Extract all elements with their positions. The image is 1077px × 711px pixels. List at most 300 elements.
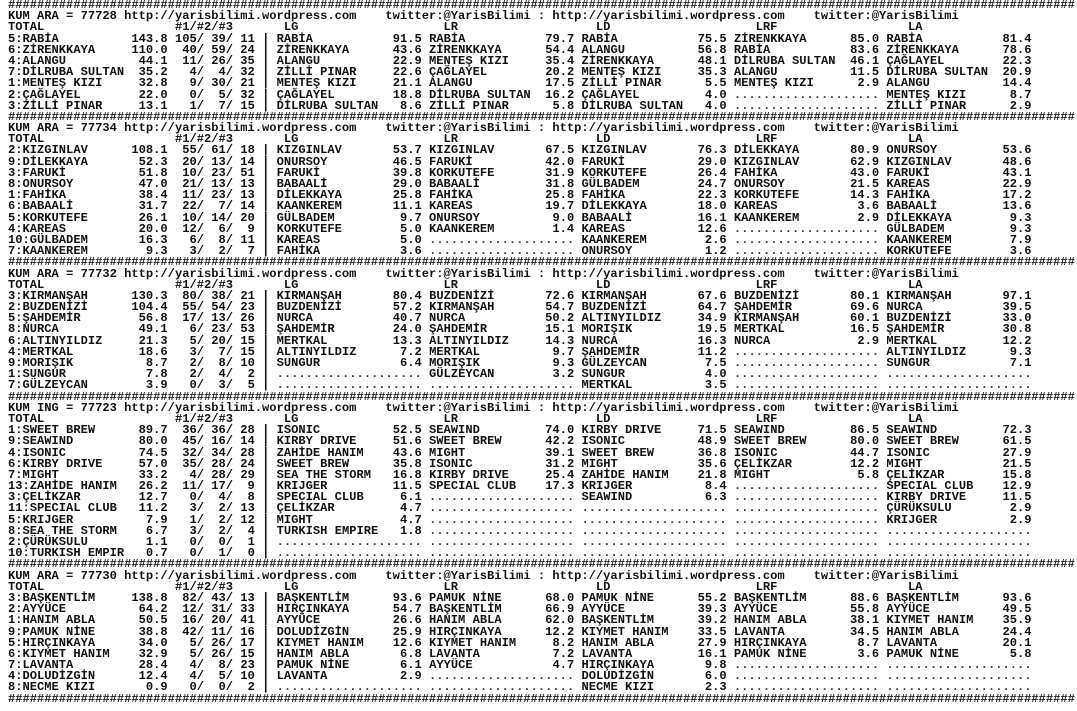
- ld-name: FAHİKA: [581, 188, 626, 203]
- lr-name: KAREAS: [429, 199, 473, 214]
- lg-empty: ....................: [276, 535, 422, 549]
- total-score: 16.3: [138, 232, 168, 247]
- ld-name: MENTEŞ KIZI: [581, 65, 662, 80]
- lr-score: 9.0: [552, 210, 575, 225]
- win-count: 35: [182, 456, 197, 471]
- lrf-score: 86.5: [850, 423, 880, 438]
- la-name: MERTKAL: [886, 333, 938, 348]
- la-score: 81.4: [1002, 31, 1032, 46]
- ld-score: 24.7: [697, 177, 727, 191]
- slash: /: [225, 188, 234, 203]
- slash: /: [196, 65, 204, 80]
- lrf-score: 3.6: [857, 646, 880, 661]
- win-count: 23: [240, 658, 255, 673]
- win-count: 15: [240, 98, 255, 113]
- la-name: ŞAHDEMİR: [886, 322, 945, 337]
- la-score: 12.9: [1002, 479, 1032, 494]
- slash: /: [196, 199, 204, 214]
- la-empty: ....................: [886, 535, 1032, 549]
- horse-name: 8:NURCA: [8, 322, 59, 337]
- win-count: 33: [240, 602, 255, 617]
- win-count: 9: [247, 221, 255, 236]
- lg-score: 22.6: [392, 65, 422, 80]
- column-divider: |: [262, 98, 270, 113]
- lg-name: PAMUK NİNE: [276, 658, 350, 673]
- lr-name: BUZDENİZİ: [429, 288, 495, 303]
- la-name: ÇELİKZAR: [886, 467, 945, 482]
- la-name: ALTINYILDIZ: [886, 344, 967, 359]
- ld-score: 48.9: [697, 434, 727, 449]
- lrf-name: ALANGU: [733, 65, 778, 80]
- win-count: 12: [182, 602, 197, 617]
- slash: /: [196, 512, 205, 527]
- lrf-score: 85.0: [850, 31, 880, 46]
- header-lrf: LRF: [755, 132, 778, 147]
- win-count: 9: [247, 479, 255, 494]
- win-count: 18: [240, 143, 255, 158]
- slash: /: [225, 221, 234, 236]
- ld-name: BABAALİ: [581, 210, 633, 225]
- slash: /: [196, 76, 204, 91]
- slash: /: [196, 602, 204, 617]
- slash: /: [196, 288, 204, 303]
- lrf-empty: ....................: [733, 546, 880, 561]
- lr-empty: ....................: [429, 523, 575, 538]
- horse-name: 3:BAŞKENTLİM: [8, 590, 96, 605]
- lrf-score: 12.2: [850, 456, 880, 471]
- hash-divider: ###################################################################################################################################################: [8, 109, 1075, 124]
- lrf-score: 46.1: [850, 53, 880, 68]
- hash-divider: ###################################################################################################################################################: [8, 255, 1075, 270]
- win-count: 4: [218, 65, 226, 80]
- header-lrf: LRF: [755, 20, 778, 35]
- la-score: 5.8: [1009, 646, 1032, 661]
- lr-score: 5.8: [552, 98, 575, 113]
- win-count: 8: [218, 356, 226, 370]
- total-score: 80.0: [138, 434, 168, 449]
- slash: /: [225, 602, 234, 617]
- lg-score: 6.4: [400, 356, 422, 370]
- slash: /: [225, 535, 234, 549]
- lg-name: SUNGUR: [276, 356, 321, 370]
- slash: /: [225, 65, 234, 80]
- column-divider: |: [262, 322, 270, 337]
- lr-score: 4.7: [552, 658, 575, 673]
- lrf-name: MERTKAL: [733, 322, 785, 337]
- slash: /: [225, 512, 234, 527]
- win-count: 3: [189, 344, 197, 359]
- ld-score: 1.2: [704, 244, 727, 259]
- win-count: 11: [182, 53, 197, 68]
- slash: /: [196, 490, 204, 505]
- ld-name: HIRÇINKAYA: [581, 658, 655, 673]
- lr-score: 12.2: [545, 624, 575, 639]
- la-score: 8.7: [1009, 87, 1032, 102]
- lg-score: 80.4: [392, 288, 422, 303]
- horse-name: 4:KAREAS: [8, 221, 67, 236]
- twitter-handle: twitter:@YarisBilimi: [385, 266, 531, 281]
- ld-name: AYYÜCE: [581, 602, 626, 617]
- slash: /: [225, 590, 234, 605]
- lr-score: 25.4: [545, 467, 575, 482]
- slash: /: [196, 535, 205, 549]
- column-divider: |: [262, 467, 270, 482]
- ld-score: 75.5: [697, 31, 727, 46]
- lrf-empty: ....................: [733, 344, 880, 359]
- ld-name: KIZGINLAV: [581, 143, 647, 158]
- ld-name: DİLEKKAYA: [581, 199, 647, 214]
- total-score: 138.8: [131, 590, 168, 605]
- site-url: http://yarisbilimi.wordpress.com: [124, 121, 357, 136]
- win-count: 15: [240, 333, 255, 348]
- slash: /: [225, 434, 234, 449]
- win-count: 20: [211, 613, 226, 628]
- slash: /: [225, 87, 234, 102]
- horse-name: 4:ISONIC: [8, 445, 67, 460]
- la-name: SUNGUR: [886, 356, 930, 370]
- column-divider: |: [262, 199, 270, 214]
- slash: /: [196, 456, 204, 471]
- la-name: ALANGU: [886, 76, 930, 91]
- lr-name: ZİRENKKAYA: [429, 42, 502, 57]
- slash: /: [196, 546, 204, 561]
- lg-name: KRIJGER: [276, 479, 328, 494]
- lrf-score: 34.5: [850, 624, 880, 639]
- total-score: 13.1: [138, 98, 168, 113]
- win-count: 2: [218, 244, 226, 259]
- slash: /: [225, 490, 234, 505]
- header-total: TOTAL: [8, 20, 45, 35]
- lrf-empty: ....................: [733, 501, 880, 516]
- lr-score: 74.0: [545, 423, 575, 438]
- win-count: 0: [247, 546, 255, 561]
- column-divider: |: [262, 378, 270, 393]
- horse-name: 1:SWEET BREW: [8, 423, 96, 438]
- la-name: KIRMANŞAH: [886, 288, 952, 303]
- column-divider: |: [262, 53, 270, 68]
- column-divider: |: [262, 42, 270, 57]
- site-url: http://yarisbilimi.wordpress.com: [552, 400, 785, 415]
- lg-name: DİLEKKAYA: [276, 188, 342, 203]
- lrf-score: 80.1: [850, 288, 880, 303]
- ld-name: ALTINYILDIZ: [581, 311, 662, 326]
- win-count: 2: [247, 367, 255, 382]
- lg-name: ALANGU: [276, 53, 321, 68]
- header-la: LA: [908, 20, 923, 35]
- slash: /: [225, 165, 234, 180]
- win-count: 26: [240, 311, 255, 326]
- horse-name: 6:KIRBY DRIVE: [8, 456, 103, 471]
- slash: /: [196, 378, 205, 393]
- header-wins: #1/#2/#3: [174, 132, 233, 147]
- win-count: 17: [182, 311, 197, 326]
- lrf-empty: ....................: [733, 479, 880, 494]
- la-empty: ....................: [886, 669, 1032, 684]
- site-url: http://yarisbilimi.wordpress.com: [124, 400, 357, 415]
- la-name: DİLRUBA SULTAN: [886, 65, 988, 80]
- lrf-empty: ....................: [733, 669, 880, 684]
- hash-divider: ###################################################################################################################################################: [8, 389, 1075, 404]
- total-score: 32.8: [138, 76, 168, 91]
- slash: /: [196, 210, 204, 225]
- lrf-name: RABİA: [733, 42, 771, 57]
- slash: /: [225, 680, 234, 695]
- win-count: 12: [182, 221, 197, 236]
- win-count: 45: [182, 434, 197, 449]
- win-count: 5: [189, 635, 197, 650]
- column-divider: |: [262, 680, 270, 695]
- lrf-empty: ....................: [733, 367, 880, 382]
- lg-score: 43.6: [392, 42, 422, 57]
- lg-score: 1.8: [400, 523, 422, 538]
- lg-name: ISONIC: [276, 423, 321, 438]
- total-score: 1.1: [145, 535, 168, 549]
- la-score: 2.9: [1009, 98, 1032, 113]
- slash: /: [225, 154, 234, 169]
- slash: /: [196, 613, 204, 628]
- la-score: 11.5: [1002, 490, 1032, 505]
- slash: /: [196, 646, 204, 661]
- la-name: RABİA: [886, 31, 923, 46]
- slash: /: [225, 624, 234, 639]
- win-count: 28: [211, 467, 226, 482]
- horse-name: 6:KIYMET HANIM: [8, 646, 110, 661]
- slash: /: [225, 76, 234, 91]
- lr-score: 25.8: [545, 188, 575, 203]
- lr-score: 50.2: [545, 311, 575, 326]
- lr-name: SWEET BREW: [429, 434, 502, 449]
- horse-name: 1:HANIM ABLA: [8, 613, 96, 628]
- win-count: 4: [218, 367, 226, 382]
- win-count: 59: [211, 42, 226, 57]
- ld-score: 16.1: [697, 646, 727, 661]
- twitter-handle: twitter:@YarisBilimi: [813, 266, 959, 281]
- lr-score: 14.3: [545, 333, 575, 348]
- win-count: 31: [211, 602, 226, 617]
- column-divider: |: [262, 344, 270, 359]
- slash: /: [196, 244, 205, 259]
- slash: /: [225, 423, 234, 438]
- horse-name: 4:DOLUDİZGİN: [8, 669, 96, 684]
- ld-name: MIGHT: [581, 456, 618, 471]
- la-score: 14.4: [1002, 76, 1032, 91]
- win-count: 38: [211, 288, 226, 303]
- horse-name: 5:ŞAHDEMİR: [8, 311, 81, 326]
- total-score: 34.0: [138, 635, 168, 650]
- la-name: KAANKEREM: [886, 232, 952, 247]
- horse-name: 1:SUNGUR: [8, 367, 67, 382]
- win-count: 6: [189, 232, 197, 247]
- win-count: 14: [240, 199, 255, 214]
- lrf-empty: ....................: [733, 244, 880, 259]
- header-lg: LG: [283, 579, 299, 594]
- column-divider: |: [262, 546, 270, 561]
- column-divider: |: [262, 490, 270, 505]
- la-name: MENTEŞ KIZI: [886, 87, 967, 102]
- horse-name: 7:DİLRUBA SULTAN: [8, 65, 125, 80]
- lrf-empty: ....................: [733, 535, 880, 549]
- la-name: PAMUK NİNE: [886, 646, 959, 661]
- lrf-score: 5.8: [857, 467, 880, 482]
- lrf-score: 2.9: [857, 76, 880, 91]
- la-name: ISONIC: [886, 445, 930, 460]
- ld-name: KRIJGER: [581, 479, 633, 494]
- lr-empty: ....................: [429, 680, 575, 695]
- total-score: 3.9: [145, 378, 168, 393]
- lr-score: 31.8: [545, 177, 575, 191]
- header-lg: LG: [283, 411, 299, 426]
- slash: /: [196, 31, 205, 46]
- ld-name: ŞAHDEMİR: [581, 344, 640, 359]
- slash: /: [225, 635, 234, 650]
- lr-name: ALTINYILDIZ: [429, 333, 509, 348]
- win-count: 23: [211, 165, 226, 180]
- win-count: 3: [189, 523, 197, 538]
- slash: /: [196, 311, 204, 326]
- lr-score: 17.5: [545, 76, 575, 91]
- ld-name: ZAHİDE HANIM: [581, 467, 669, 482]
- lrf-name: MIGHT: [733, 467, 771, 482]
- twitter-handle: twitter:@YarisBilimi: [385, 9, 531, 24]
- ld-score: 27.9: [697, 635, 727, 650]
- win-count: 10: [182, 210, 197, 225]
- lr-name: MORIŞIK: [429, 356, 480, 370]
- win-count: 2: [218, 501, 226, 516]
- lrf-score: 80.0: [850, 434, 880, 449]
- lrf-name: KAANKEREM: [733, 210, 800, 225]
- ld-score: 34.9: [697, 311, 727, 326]
- ld-score: 8.4: [704, 479, 727, 494]
- win-count: 21: [240, 288, 255, 303]
- slash: /: [225, 143, 234, 158]
- lg-score: 7.2: [400, 344, 422, 359]
- total-score: 9.3: [145, 244, 168, 259]
- lr-score: 8.2: [552, 635, 575, 650]
- ld-name: SWEET BREW: [581, 445, 655, 460]
- la-score: 20.1: [1002, 635, 1032, 650]
- la-score: 27.9: [1002, 445, 1032, 460]
- win-count: 35: [240, 53, 255, 68]
- win-count: 21: [240, 76, 255, 91]
- lg-score: 26.6: [392, 613, 422, 628]
- win-count: 26: [211, 635, 226, 650]
- horse-name: 10:TURKISH EMPIR: [8, 546, 125, 561]
- header-lr: LR: [443, 277, 458, 292]
- total-score: 56.8: [138, 311, 168, 326]
- la-name: AYYÜCE: [886, 602, 930, 617]
- site-url: http://yarisbilimi.wordpress.com: [124, 568, 357, 583]
- la-score: 17.2: [1002, 188, 1032, 203]
- win-count: 7: [247, 244, 255, 259]
- win-count: 11: [182, 188, 197, 203]
- ld-name: DİLRUBA SULTAN: [581, 98, 684, 113]
- slash: /: [196, 367, 204, 382]
- column-divider: |: [262, 367, 270, 382]
- win-count: 26: [211, 53, 226, 68]
- lg-name: KIRMANŞAH: [276, 288, 342, 303]
- lr-name: KIZGINLAV: [429, 143, 495, 158]
- ld-score: 7.5: [704, 356, 727, 370]
- header-ld: LD: [595, 20, 611, 35]
- win-count: 0: [189, 87, 197, 102]
- column-divider: |: [262, 300, 270, 315]
- win-count: 4: [189, 669, 197, 684]
- ld-empty: ....................: [581, 535, 727, 549]
- race-code: KUM ARA = 77732: [8, 266, 117, 281]
- lg-empty: ....................: [276, 378, 422, 393]
- lg-name: MIGHT: [276, 512, 313, 527]
- lg-score: 5.0: [400, 232, 422, 247]
- lrf-score: 69.6: [850, 300, 880, 315]
- la-score: 35.9: [1002, 613, 1032, 628]
- total-score: 52.3: [138, 154, 168, 169]
- win-count: 0: [189, 680, 197, 695]
- horse-name: 11:SPECIAL CLUB: [8, 501, 117, 516]
- race-code: KUM ING = 77723: [8, 400, 117, 415]
- total-score: 11.2: [138, 501, 168, 516]
- win-count: 13: [240, 501, 255, 516]
- header-ld: LD: [595, 277, 611, 292]
- column-divider: |: [262, 590, 270, 605]
- lg-name: GÜLBADEM: [276, 210, 335, 225]
- lg-score: 22.9: [392, 53, 422, 68]
- total-score: 74.5: [138, 445, 168, 460]
- win-count: 2: [189, 356, 197, 370]
- horse-name: 3:ZİLLİ PINAR: [8, 98, 103, 113]
- lrf-empty: ....................: [733, 221, 880, 236]
- column-divider: |: [262, 143, 270, 158]
- lr-name: HANIM ABLA: [429, 613, 502, 628]
- horse-name: 4:MERTKAL: [8, 344, 74, 359]
- win-count: 0: [189, 546, 197, 561]
- win-count: 26: [211, 646, 226, 661]
- win-count: 13: [211, 177, 226, 191]
- header-lg: LG: [283, 277, 299, 292]
- win-count: 28: [240, 423, 255, 438]
- la-name: KORKUTEFE: [886, 244, 952, 259]
- la-name: ONURSOY: [886, 143, 938, 158]
- lr-name: GÜLZEYCAN: [429, 367, 495, 382]
- lr-score: 42.0: [545, 154, 575, 169]
- header-ld: LD: [595, 132, 611, 147]
- horse-name: 2:BUZDENİZİ: [8, 300, 88, 315]
- lg-name: ONURSOY: [276, 154, 328, 169]
- site-url: http://yarisbilimi.wordpress.com: [552, 266, 785, 281]
- la-score: 48.6: [1002, 154, 1032, 169]
- horse-name: 6:BABAALİ: [8, 199, 74, 214]
- horse-name: 10:GÜLBADEM: [8, 232, 88, 247]
- hash-divider: ###################################################################################################################################################: [8, 0, 1075, 12]
- lr-name: KAANKEREM: [429, 221, 495, 236]
- lrf-name: KIRMANŞAH: [733, 311, 800, 326]
- la-empty: ....................: [886, 367, 1032, 382]
- horse-name: 7:KAANKEREM: [8, 244, 88, 259]
- column-divider: |: [262, 221, 270, 236]
- site-url: http://yarisbilimi.wordpress.com: [124, 9, 357, 24]
- lg-name: ŞAHDEMİR: [276, 322, 335, 337]
- horse-name: 9:MORIŞIK: [8, 356, 74, 370]
- horse-name: 5:KORKUTEFE: [8, 210, 88, 225]
- total-score: 51.8: [138, 165, 168, 180]
- slash: /: [196, 624, 204, 639]
- lr-empty: ....................: [429, 669, 575, 684]
- lg-score: 16.8: [392, 467, 422, 482]
- column-divider: |: [262, 244, 270, 259]
- total-score: 108.1: [131, 143, 168, 158]
- total-score: 35.2: [138, 65, 168, 80]
- header-la: LA: [908, 277, 923, 292]
- lr-name: SEAWIND: [429, 423, 480, 438]
